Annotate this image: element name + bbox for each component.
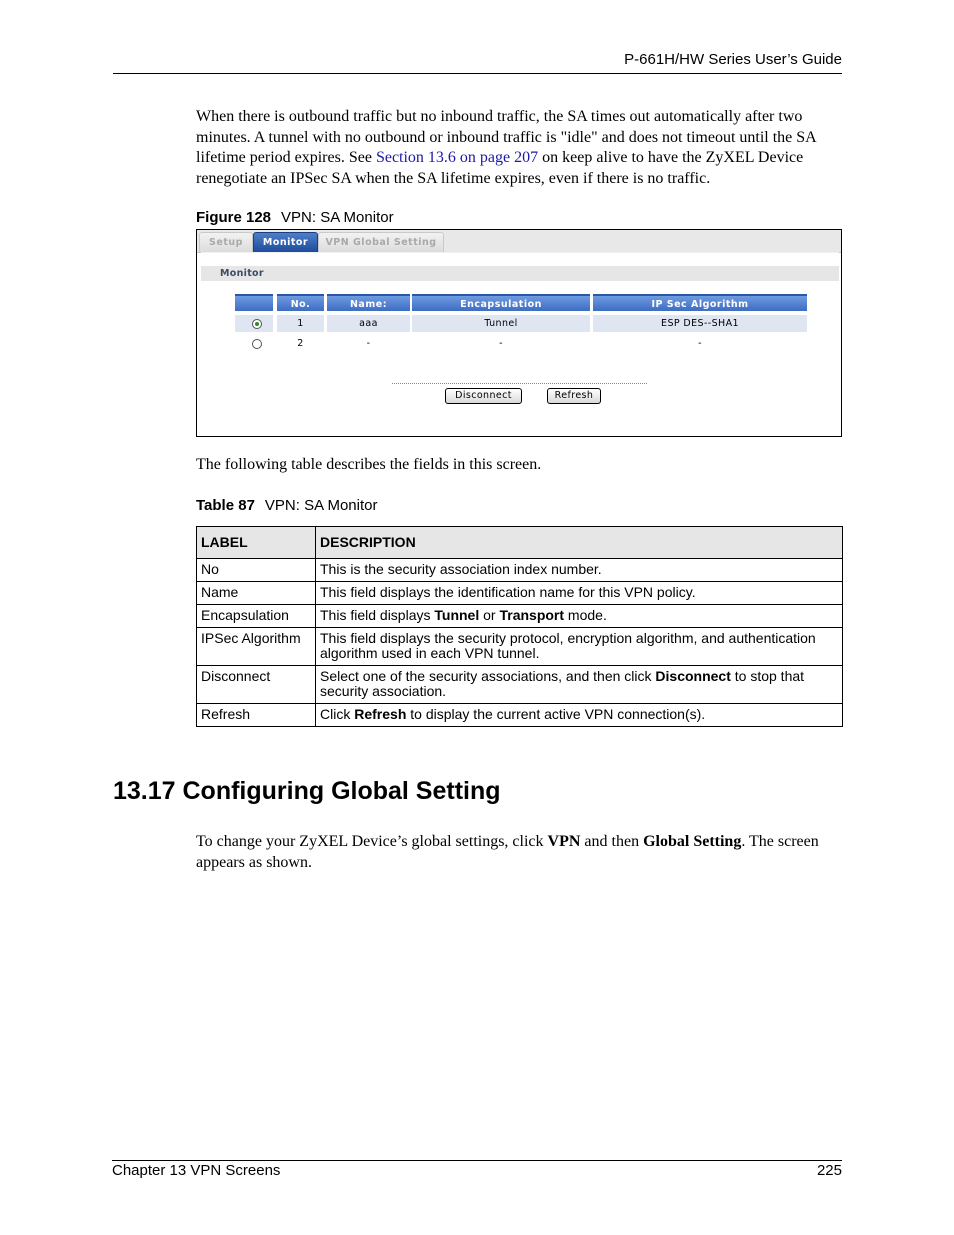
row-2-no: 2 — [277, 335, 324, 352]
row-label: Encapsulation — [197, 605, 316, 628]
row-1-no: 1 — [277, 315, 324, 332]
row-1-name: aaa — [327, 315, 410, 332]
intro-paragraph — [196, 107, 846, 189]
divider — [392, 383, 647, 384]
sa-monitor-screenshot — [196, 229, 842, 437]
description-text: or — [479, 607, 500, 623]
description-text: mode. — [564, 607, 607, 623]
col-header-algorithm: IP Sec Algorithm — [593, 294, 807, 311]
table-row — [235, 335, 273, 352]
col-header-no: No. — [277, 294, 324, 311]
description-text: to display the current active VPN connection(s). — [406, 706, 706, 722]
section-text-2: and then — [580, 833, 644, 850]
table-title: VPN: SA Monitor — [264, 497, 378, 514]
table-row — [197, 582, 843, 605]
row-2-name: - — [327, 335, 410, 352]
section-text-3: . The screen appears as shown. — [196, 833, 819, 871]
tab-vpn-global-setting[interactable]: VPN Global Setting — [318, 232, 444, 252]
tab-monitor[interactable]: Monitor — [253, 232, 318, 252]
table-body — [197, 559, 843, 727]
page-header-title: P-661H/HW Series User’s Guide — [624, 51, 842, 68]
footer-rule — [112, 1160, 842, 1161]
row-2-encapsulation: - — [412, 335, 590, 352]
section-heading: 13.17 Configuring Global Setting — [113, 777, 501, 805]
row-description — [316, 582, 843, 605]
section-text-1: To change your ZyXEL Device’s global settings, click — [196, 833, 548, 850]
col-header-encapsulation: Encapsulation — [412, 294, 590, 311]
tab-setup[interactable]: Setup — [199, 232, 253, 252]
description-text: Click — [320, 706, 355, 722]
section-paragraph — [196, 832, 846, 873]
header-description: DESCRIPTION — [316, 527, 843, 559]
figure-caption — [196, 209, 394, 226]
row-description — [316, 704, 843, 727]
table-row — [235, 315, 273, 332]
section-bold-vpn: VPN — [547, 833, 581, 850]
section-link[interactable]: Section 13.6 on page 207 — [375, 149, 539, 166]
intro-text-2: on keep alive to have the ZyXEL Device renegotiate an IPSec SA when the SA lifetime expires, even if there is no traffic. — [196, 149, 804, 187]
row-label: No — [197, 559, 316, 582]
table-row — [197, 666, 843, 704]
description-text: Select one of the security associations, and then click — [320, 668, 656, 684]
row-2-algorithm: - — [593, 335, 807, 352]
footer-chapter: Chapter 13 VPN Screens — [112, 1162, 281, 1179]
section-title-bar: Monitor — [201, 266, 839, 281]
intro-text-1: When there is outbound traffic but no inbound traffic, the SA times out automatically after two minutes. A tunnel with no outbound or inbound traffic is "idle" and does not timeout until the SA lifetime period expires. See — [196, 108, 816, 166]
table-header-row — [197, 527, 843, 559]
row-label: IPSec Algorithm — [197, 628, 316, 666]
table-caption — [196, 497, 377, 514]
description-table — [196, 526, 843, 727]
table-row — [197, 704, 843, 727]
refresh-button[interactable]: Refresh — [547, 388, 601, 404]
row-label: Name — [197, 582, 316, 605]
row-label: Disconnect — [197, 666, 316, 704]
header-rule — [113, 73, 842, 74]
description-text: This field displays the security protocol, encryption algorithm, and authentication algorithm used in each VPN tunnel. — [320, 630, 816, 661]
bold-term: Disconnect — [655, 668, 731, 684]
row-1-algorithm: ESP DES--SHA1 — [593, 315, 807, 332]
table-row — [197, 628, 843, 666]
row-description — [316, 559, 843, 582]
table-row — [197, 559, 843, 582]
row-description — [316, 605, 843, 628]
bold-term: Refresh — [354, 706, 407, 722]
row-1-encapsulation: Tunnel — [412, 315, 590, 332]
row-label: Refresh — [197, 704, 316, 727]
section-bold-global-setting: Global Setting — [643, 833, 742, 850]
description-text: This field displays — [320, 607, 435, 623]
bold-term: Tunnel — [434, 607, 480, 623]
description-text: to stop that security association. — [320, 668, 805, 699]
col-header-name: Name: — [327, 294, 410, 311]
row-description — [316, 666, 843, 704]
description-text: This is the security association index number. — [320, 561, 602, 577]
disconnect-button[interactable]: Disconnect — [445, 388, 522, 404]
table-label: Table 87 — [196, 497, 255, 514]
figure-label: Figure 128 — [196, 209, 272, 226]
description-text: This field displays the identification name for this VPN policy. — [320, 584, 696, 600]
col-header-select — [235, 294, 273, 311]
footer-page-number: 225 — [816, 1162, 842, 1179]
table-intro-text: The following table describes the fields in this screen. — [196, 456, 542, 473]
row-2-radio[interactable] — [252, 339, 262, 349]
header-label: LABEL — [197, 527, 316, 559]
row-1-radio[interactable] — [252, 319, 262, 329]
tab-bar — [197, 230, 841, 253]
row-description — [316, 628, 843, 666]
table-row — [197, 605, 843, 628]
bold-term: Transport — [499, 607, 565, 623]
figure-title: VPN: SA Monitor — [281, 209, 394, 226]
